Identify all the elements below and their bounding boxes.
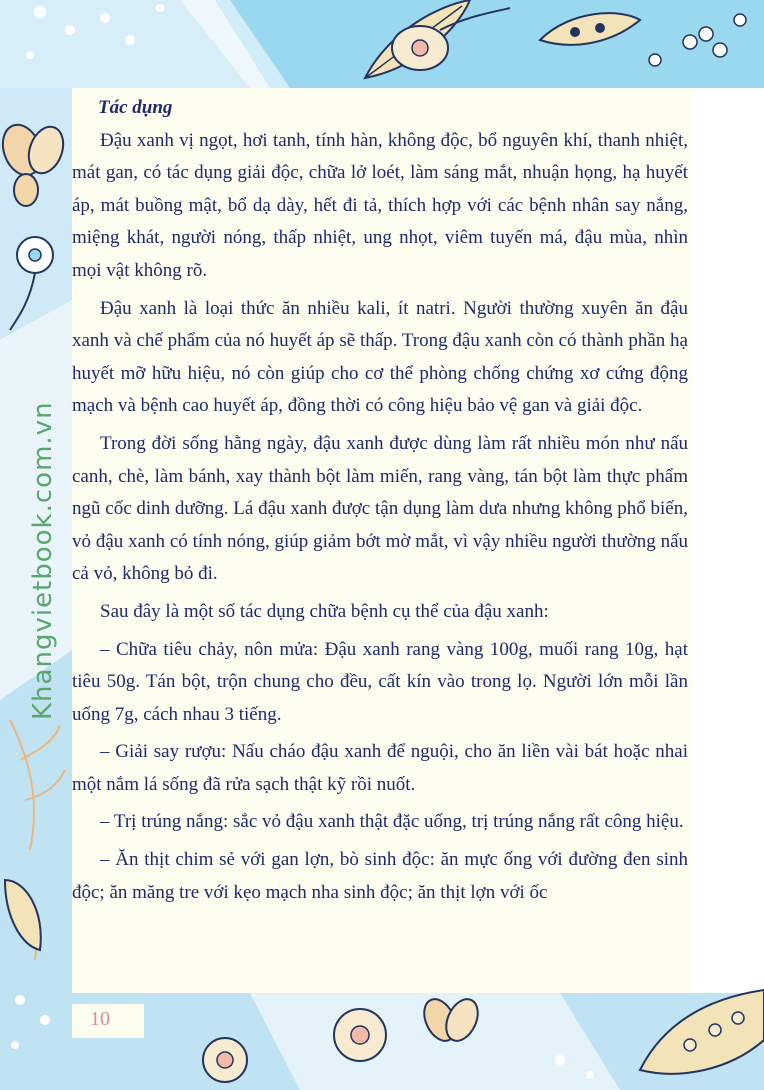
article-body xyxy=(72,92,688,909)
paragraph: – Trị trúng nắng: sắc vỏ đậu xanh thật đặc uống, trị trúng nắng rất công hiệu. xyxy=(100,811,684,833)
paragraph: Sau đây là một số tác dụng chữa bệnh cụ thể của đậu xanh: xyxy=(100,600,549,622)
paragraph: – Giải say rượu: Nấu cháo đậu xanh để nguội, cho ăn liền vài bát hoặc nhai một nắm lá sống đã rửa sạch thật kỹ rồi nuốt. xyxy=(72,741,688,795)
watermark-text: Khangvietbook.com.vn xyxy=(28,401,58,720)
paragraph: Đậu xanh vị ngọt, hơi tanh, tính hàn, không độc, bổ nguyên khí, thanh nhiệt, mát gan, có tác dụng giải độc, chữa lở loét, làm sáng mắt, nhuận họng, hạ huyết áp, mát buồng mật, bổ dạ dày, hết đi tả, thích hợp với các bệnh nhân say nắng, miệng khát, người nóng, thấp nhiệt, ung nhọt, viêm tuyến má, đậu mùa, nhìn mọi vật không rõ. xyxy=(72,129,688,281)
paragraph: Đậu xanh là loại thức ăn nhiều kali, ít natri. Người thường xuyên ăn đậu xanh và chế phẩm của nó huyết áp sẽ thấp. Trong đậu xanh còn có thành phần hạ huyết mỡ hữu hiệu, nó còn giúp cho cơ thể phòng chống chứng xơ cứng động mạch và bệnh cao huyết áp, đồng thời có công hiệu bảo vệ gan và giải độc. xyxy=(72,297,688,417)
text-panel xyxy=(72,88,692,993)
paragraph: Trong đời sống hằng ngày, đậu xanh được dùng làm rất nhiều món như nấu canh, chè, làm bánh, xay thành bột làm miến, rang vàng, tán bột làm thực phẩm ngũ cốc dinh dưỡng. Lá đậu xanh được tận dụng làm dưa nhưng không phổ biến, vỏ đậu xanh có tính nóng, giúp giảm bớt mờ mắt, vì vậy nhiều người thường nấu cả vỏ, không bỏ đi. xyxy=(72,432,688,585)
page-number: 10 xyxy=(90,1008,110,1030)
page-number-box xyxy=(72,1004,144,1038)
paragraph: – Chữa tiêu chảy, nôn mửa: Đậu xanh rang vàng 100g, muối rang 10g, hạt tiêu 50g. Tán bột, trộn chung cho đều, cất kín vào trong lọ. Người lớn mỗi lần uống 7g, cách nhau 3 tiếng. xyxy=(72,638,688,725)
paragraph: – Ăn thịt chim sẻ với gan lợn, bò sinh độc: ăn mực ống với đường đen sinh độc; ăn măng tre với kẹo mạch nha sinh độc; ăn thịt lợn với ốc xyxy=(72,849,688,903)
section-title: Tác dụng xyxy=(98,97,173,118)
